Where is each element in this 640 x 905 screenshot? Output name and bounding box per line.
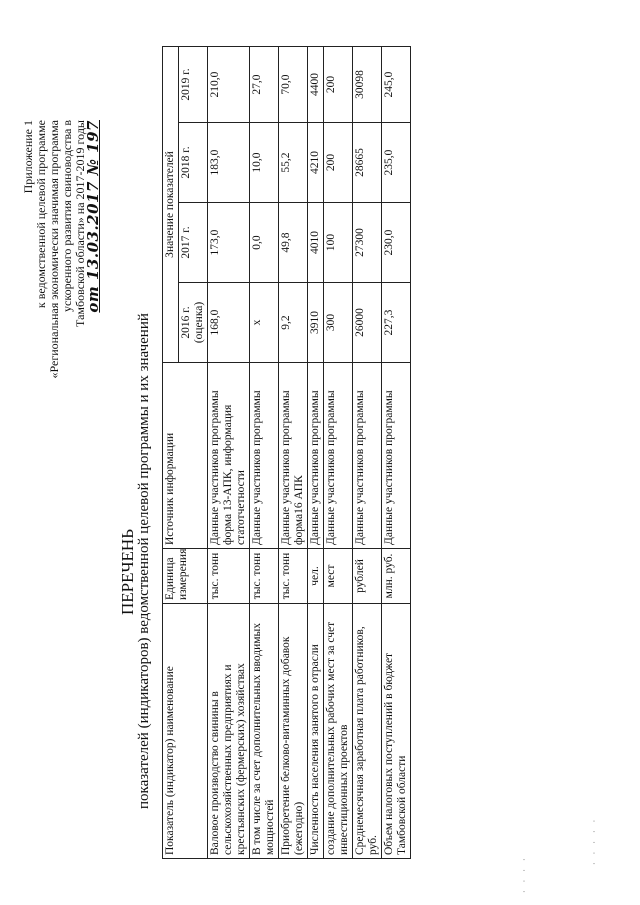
table-row	[250, 46, 279, 858]
cell-value: 49,8	[279, 203, 308, 283]
cell-value: 28665	[353, 123, 382, 203]
appendix-line: «Региональная экономически значимая программа	[47, 120, 61, 379]
table-header-row	[163, 46, 179, 858]
cell-unit: тыс. тонн	[250, 549, 279, 604]
cell-indicator: Среднемесячная заработная плата работников, руб.	[353, 604, 382, 859]
cell-value: 227,3	[382, 283, 411, 363]
header-year: 2019 г.	[179, 46, 208, 122]
cell-value: 245,0	[382, 46, 411, 122]
cell-source: Данные участников программы	[382, 363, 411, 549]
document-subtitle: показателей (индикаторов) ведомственной целевой программы и их значений	[136, 313, 152, 809]
appendix-line: к ведомственной целевой программе	[34, 120, 48, 309]
table-row	[382, 46, 411, 858]
cell-value: х	[250, 283, 279, 363]
cell-value: 0,0	[250, 203, 279, 283]
cell-value: 4010	[308, 203, 324, 283]
cell-source: Данные участников программы	[308, 363, 324, 549]
cell-value: 210,0	[208, 46, 250, 122]
cell-unit: млн. руб.	[382, 549, 411, 604]
appendix-note	[22, 120, 100, 450]
cell-unit: чел.	[308, 549, 324, 604]
header-indicator: Показатель (индикатор) наименование	[163, 604, 208, 859]
cell-value: 200	[324, 46, 353, 122]
cell-value: 4210	[308, 123, 324, 203]
table-row	[353, 46, 382, 858]
cell-value: 30098	[353, 46, 382, 122]
cell-unit: рублей	[353, 549, 382, 604]
cell-value: 27,0	[250, 46, 279, 122]
approval-date-handwritten: от 13.03.2017 № 197	[84, 120, 102, 313]
cell-value: 168,0	[208, 283, 250, 363]
header-year: 2018 г.	[179, 123, 208, 203]
table-row	[308, 46, 324, 858]
cell-value: 235,0	[382, 123, 411, 203]
cell-value: 70,0	[279, 46, 308, 122]
cell-source: Данные участников программы	[353, 363, 382, 549]
cell-unit: мест	[324, 549, 353, 604]
cell-value: 173,0	[208, 203, 250, 283]
cell-value: 183,0	[208, 123, 250, 203]
cell-value: 9,2	[279, 283, 308, 363]
cell-source: Данные участников программы форма16 АПК	[279, 363, 308, 549]
cell-value: 27300	[353, 203, 382, 283]
cell-value: 3910	[308, 283, 324, 363]
cell-value: 4400	[308, 46, 324, 122]
cell-value: 300	[324, 283, 353, 363]
cell-unit: тыс. тонн	[208, 549, 250, 604]
header-unit: Единица измерения	[163, 549, 208, 604]
header-values-group: Значение показателей	[163, 46, 179, 362]
cell-value: 26000	[353, 283, 382, 363]
cell-indicator: Численность населения занятого в отрасли	[308, 604, 324, 859]
cell-indicator: создание дополнительных рабочих мест за счет инвестиционных проектов	[324, 604, 353, 859]
cell-source: Данные участников программы	[324, 363, 353, 549]
cell-indicator: Приобретение белково-витаминных добавок (ежегодно)	[279, 604, 308, 859]
scan-noise: · · · · ·	[590, 816, 599, 865]
cell-source: Данные участников программы форма 13-АПК, информация статотчетности	[208, 363, 250, 549]
cell-value: 10,0	[250, 123, 279, 203]
header-source: Источник информации	[163, 363, 208, 549]
appendix-line: ускоренного развития свиноводства в	[60, 120, 74, 312]
cell-value: 230,0	[382, 203, 411, 283]
appendix-line: Тамбовской области» на 2017-2019 годы	[73, 120, 87, 327]
cell-indicator: Объем налоговых поступлений в бюджет Тамбовской области	[382, 604, 411, 859]
header-year: 2016 г. (оценка)	[179, 283, 208, 363]
cell-value: 200	[324, 123, 353, 203]
cell-value: 100	[324, 203, 353, 283]
cell-value: 55,2	[279, 123, 308, 203]
cell-unit: тыс. тонн	[279, 549, 308, 604]
appendix-line: Приложение 1	[21, 120, 35, 194]
cell-indicator: Валовое производство свинины в сельскохозяйственных предприятиях и крестьянских (фермерских) хозяйствах	[208, 604, 250, 859]
cell-indicator: В том числе за счет дополнительных вводимых мощностей	[250, 604, 279, 859]
document-title: ПЕРЕЧЕНЬ	[118, 529, 137, 615]
table-row	[324, 46, 353, 858]
cell-source: Данные участников программы	[250, 363, 279, 549]
indicators-table	[162, 46, 411, 859]
table-row	[208, 46, 250, 858]
table-row	[279, 46, 308, 858]
scan-noise: · · · ·	[520, 855, 529, 893]
header-year: 2017 г.	[179, 203, 208, 283]
